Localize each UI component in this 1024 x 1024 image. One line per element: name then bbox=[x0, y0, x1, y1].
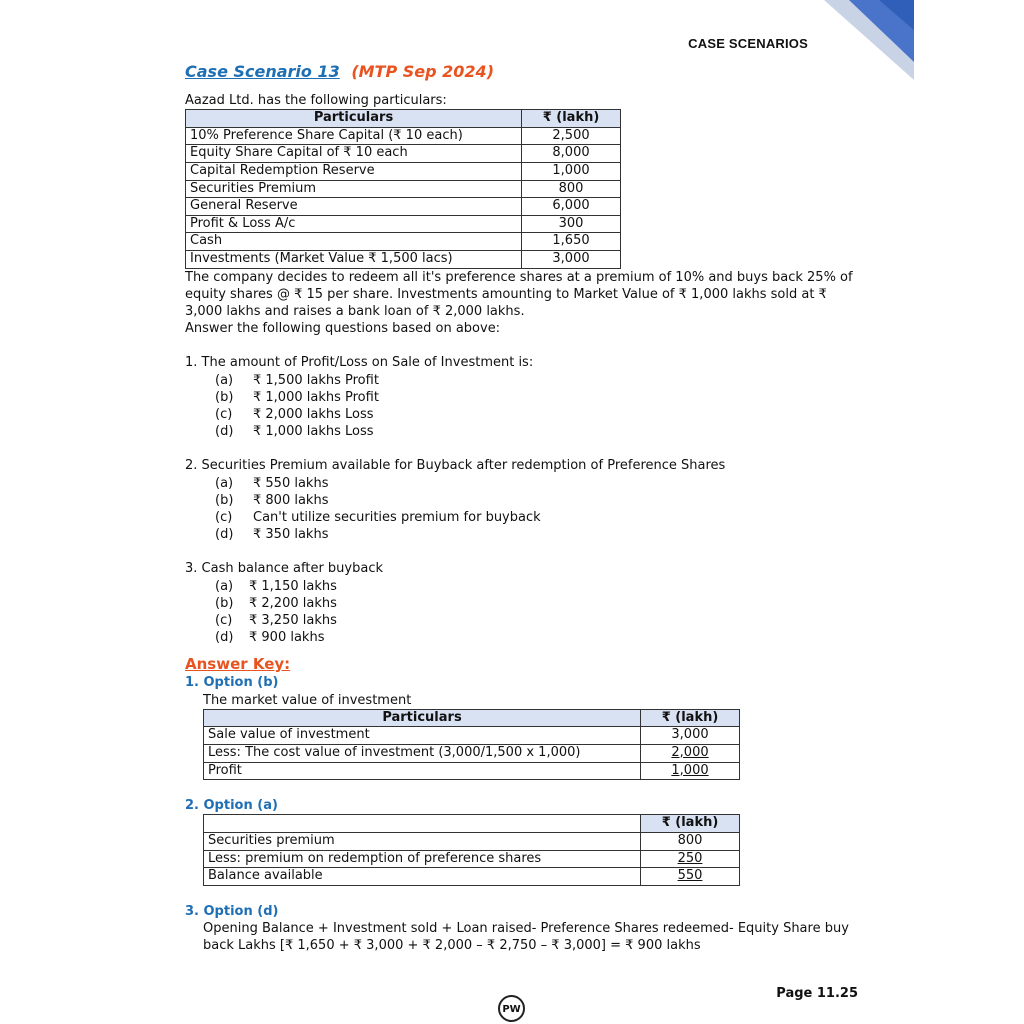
option-label: (d) bbox=[215, 424, 234, 440]
table-row bbox=[186, 250, 621, 268]
option-label: (c) bbox=[215, 613, 233, 628]
cell-value: 6,000 bbox=[522, 198, 621, 216]
option-text: ₹ 550 lakhs bbox=[253, 475, 329, 491]
option-text: ₹ 800 lakhs bbox=[253, 492, 329, 508]
option-text: Can't utilize securities premium for buyback bbox=[253, 509, 541, 525]
answer-2-option: 2. Option (a) bbox=[185, 798, 278, 814]
scenario-paragraph: The company decides to redeem all it's preference shares at a premium of 10% and buys back 25% of equity shares @ ₹ 15 per share. Investments amounting to Market Value of ₹ 1,000 lakhs sold at ₹ 3,000 lakhs and raises a bank loan of ₹ 2,000 lakhs. bbox=[185, 269, 853, 319]
instruction-text: Answer the following questions based on above: bbox=[185, 321, 501, 337]
intro-text: Aazad Ltd. has the following particulars: bbox=[185, 93, 447, 108]
option-text: ₹ 1,500 lakhs Profit bbox=[253, 372, 379, 388]
cell-value: 550 bbox=[677, 868, 703, 884]
option-text: ₹ 2,200 lakhs bbox=[249, 595, 337, 611]
cell-value: 3,000 bbox=[641, 727, 740, 745]
table-row bbox=[186, 215, 621, 233]
option-text: ₹ 3,250 lakhs bbox=[249, 613, 337, 628]
cell-value: 3,000 bbox=[522, 250, 621, 268]
table-row bbox=[186, 180, 621, 198]
option-label: (b) bbox=[215, 389, 234, 405]
question-text: 3. Cash balance after buyback bbox=[185, 561, 384, 577]
option-a bbox=[215, 578, 860, 595]
table-row bbox=[204, 850, 740, 868]
option-label: (c) bbox=[215, 509, 233, 525]
scenario-title bbox=[185, 60, 860, 84]
table-row bbox=[204, 727, 740, 745]
table-row bbox=[186, 127, 621, 145]
header-amount: ₹ (lakh) bbox=[641, 709, 740, 727]
question-text: 1. The amount of Profit/Loss on Sale of Investment is: bbox=[185, 355, 534, 371]
table-row bbox=[186, 162, 621, 180]
option-d bbox=[215, 629, 860, 646]
cell-value: 1,650 bbox=[522, 233, 621, 251]
table-row bbox=[204, 762, 740, 780]
table-row bbox=[204, 745, 740, 763]
question-2 bbox=[185, 457, 860, 543]
option-text: ₹ 1,150 lakhs bbox=[249, 578, 337, 594]
cell-value: 2,500 bbox=[522, 127, 621, 145]
option-label: (d) bbox=[215, 630, 234, 646]
question-1 bbox=[185, 354, 860, 440]
option-text: ₹ 900 lakhs bbox=[249, 630, 325, 646]
pw-logo: PW bbox=[498, 995, 525, 1022]
cell-label: Cash bbox=[186, 233, 522, 251]
particulars-table bbox=[185, 109, 621, 268]
answer-1-note: The market value of investment bbox=[203, 692, 412, 708]
cell-value: 250 bbox=[677, 850, 703, 866]
table-row bbox=[186, 145, 621, 163]
option-label: (b) bbox=[215, 595, 234, 611]
option-c bbox=[215, 509, 860, 526]
cell-value: 8,000 bbox=[522, 145, 621, 163]
header-particulars: Particulars bbox=[186, 110, 522, 128]
option-d bbox=[215, 423, 860, 440]
header-amount: ₹ (lakh) bbox=[641, 815, 740, 833]
option-b bbox=[215, 492, 860, 509]
scenario-source: (MTP Sep 2024) bbox=[351, 62, 494, 81]
cell-value: 1,000 bbox=[522, 162, 621, 180]
header-blank bbox=[204, 815, 641, 833]
option-c bbox=[215, 406, 860, 423]
option-text: ₹ 1,000 lakhs Loss bbox=[253, 424, 374, 440]
answer-2-table bbox=[203, 814, 740, 885]
answer-1-table bbox=[203, 709, 740, 780]
option-label: (b) bbox=[215, 492, 234, 508]
option-c bbox=[215, 612, 860, 629]
answer-3-text: Opening Balance + Investment sold + Loan raised- Preference Shares redeemed- Equity Share buy back Lakhs [₹ 1,650 + ₹ 3,000 + ₹ 2,000 – ₹ 2,750 – ₹ 3,000] = ₹ 900 lakhs bbox=[203, 920, 849, 954]
cell-label: Profit & Loss A/c bbox=[186, 215, 522, 233]
option-label: (d) bbox=[215, 527, 234, 543]
cell-label: 10% Preference Share Capital (₹ 10 each) bbox=[186, 127, 522, 145]
answer-1-option: 1. Option (b) bbox=[185, 675, 279, 691]
header-particulars: Particulars bbox=[204, 709, 641, 727]
option-label: (a) bbox=[215, 578, 234, 594]
cell-label: Investments (Market Value ₹ 1,500 lacs) bbox=[186, 250, 522, 268]
page-content bbox=[185, 60, 860, 954]
page-number: Page 11.25 bbox=[776, 986, 858, 1001]
table-row bbox=[204, 868, 740, 886]
cell-value: 300 bbox=[522, 215, 621, 233]
option-text: ₹ 1,000 lakhs Profit bbox=[253, 389, 379, 405]
cell-value: 800 bbox=[641, 832, 740, 850]
option-text: ₹ 350 lakhs bbox=[253, 527, 329, 543]
option-b bbox=[215, 595, 860, 612]
cell-label: Securities Premium bbox=[186, 180, 522, 198]
option-label: (a) bbox=[215, 475, 234, 491]
cell-label: Profit bbox=[204, 762, 641, 780]
cell-value: 2,000 bbox=[671, 745, 709, 760]
cell-label: Less: premium on redemption of preference shares bbox=[204, 850, 641, 868]
section-header: CASE SCENARIOS bbox=[688, 36, 808, 51]
question-text: 2. Securities Premium available for Buyback after redemption of Preference Shares bbox=[185, 458, 726, 474]
table-row bbox=[204, 832, 740, 850]
question-3 bbox=[185, 560, 860, 646]
answer-key-heading: Answer Key: bbox=[185, 655, 291, 674]
cell-label: Capital Redemption Reserve bbox=[186, 162, 522, 180]
option-a bbox=[215, 372, 860, 389]
scenario-name: Case Scenario 13 bbox=[185, 62, 340, 81]
option-d bbox=[215, 526, 860, 543]
table-row bbox=[186, 233, 621, 251]
cell-label: Securities premium bbox=[204, 832, 641, 850]
cell-value: 1,000 bbox=[671, 762, 709, 778]
cell-label: Equity Share Capital of ₹ 10 each bbox=[186, 145, 522, 163]
cell-label: General Reserve bbox=[186, 198, 522, 216]
answer-3-option: 3. Option (d) bbox=[185, 903, 279, 919]
option-label: (c) bbox=[215, 406, 233, 422]
option-a bbox=[215, 475, 860, 492]
option-b bbox=[215, 389, 860, 406]
cell-label: Less: The cost value of investment (3,000/1,500 x 1,000) bbox=[204, 745, 641, 763]
header-amount: ₹ (lakh) bbox=[522, 110, 621, 128]
option-text: ₹ 2,000 lakhs Loss bbox=[253, 406, 374, 422]
cell-value: 800 bbox=[522, 180, 621, 198]
cell-label: Balance available bbox=[204, 868, 641, 886]
table-row bbox=[186, 198, 621, 216]
option-label: (a) bbox=[215, 372, 234, 388]
cell-label: Sale value of investment bbox=[204, 727, 641, 745]
